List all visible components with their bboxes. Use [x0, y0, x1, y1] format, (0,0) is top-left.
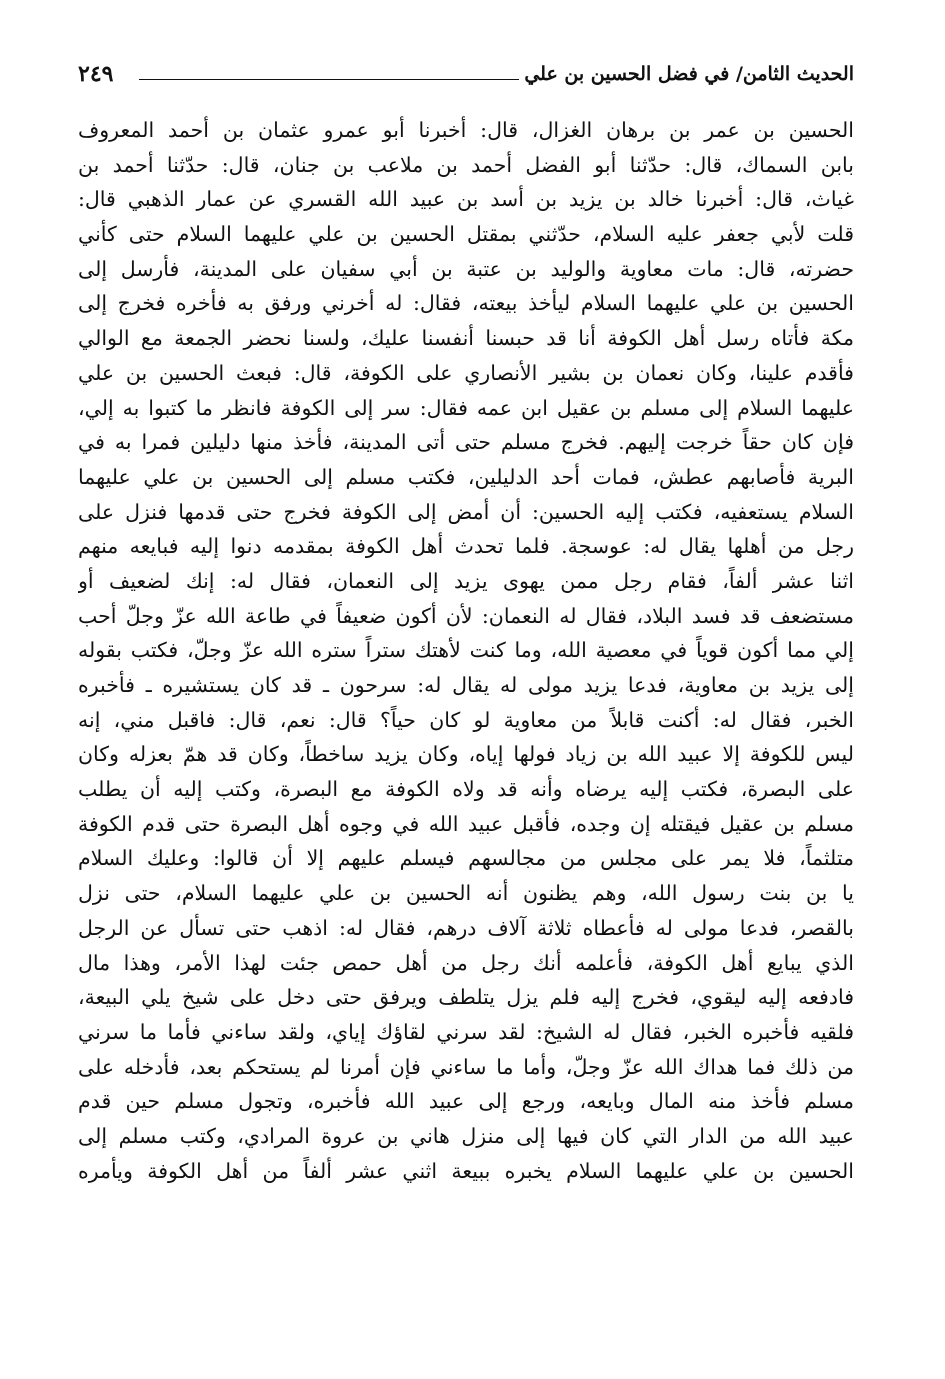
- text-line: يا بن بنت رسول الله، وهم يظنون أنه الحسين بن علي عليهما السلام، حتى نزل: [78, 881, 854, 906]
- page-header: [78, 56, 854, 96]
- text-line: فادفعه إليه ليقوي، فخرج إليه فلم يزل يتلطف ويرفق حتى دخل على شيخ يلي البيعة،: [78, 985, 854, 1010]
- text-line: بالقصر، فدعا مولى له فأعطاه ثلاثة آلاف درهم، فقال له: اذهب حتى تسأل عن الرجل: [78, 915, 854, 940]
- text-line: فلقيه فأخبره الخبر، فقال له الشيخ: لقد سرني لقاؤك إياي، ولقد ساءني فأما ما سرني: [78, 1019, 854, 1044]
- text-line: بابن السماك، قال: حدّثنا أبو الفضل أحمد بن ملاعب بن جنان، قال: حدّثنا أحمد بن: [78, 152, 854, 177]
- text-line: عليهما السلام إلى مسلم بن عقيل ابن عمه فقال: سر إلى الكوفة فانظر ما كتبوا به إلي،: [78, 395, 854, 420]
- text-line: مسلم فأخذ منه المال وبايعه، ورجع إلى عبيد الله فأخبره، وتجول مسلم حين قدم: [78, 1089, 854, 1114]
- text-line: اثنا عشر ألفاً، فقام رجل ممن يهوى يزيد إلى النعمان، فقال له: إنك لضعيف أو: [78, 568, 854, 593]
- text-line: من ذلك فما هداك الله عزّ وجلّ، وأما ما ساءني فإن أمرنا لم يستحكم بعد، فأدخله على: [78, 1054, 854, 1079]
- header-rule: [139, 79, 519, 80]
- text-line: مستضعف قد فسد البلاد، فقال له النعمان: لأن أكون ضعيفاً في طاعة الله عزّ وجلّ أحب: [78, 603, 854, 628]
- text-line: الخبر، فقال له: أكنت قابلاً من معاوية لو كان حياً؟ قال: نعم، قال: فاقبل مني، إنه: [78, 707, 854, 732]
- running-title: الحديث الثامن/ في فضل الحسين بن علي: [524, 63, 854, 85]
- text-line: البرية فأصابهم عطش، فمات أحد الدليلين، فكتب مسلم إلى الحسين بن علي عليهما: [78, 464, 854, 489]
- text-line: إلى يزيد بن معاوية، فدعا يزيد مولى له يقال له: سرحون ـ قد كان يستشيره ـ فأخبره: [78, 673, 854, 697]
- text-line: عبيد الله من الدار التي كان فيها إلى منزل هاني بن عروة المرادي، وكتب مسلم إلى: [78, 1123, 854, 1148]
- text-line: ليس للكوفة إلا عبيد الله بن زياد فولها إياه، وكان يزيد ساخطاً، وكان قد همّ بعزله وكان: [78, 742, 854, 767]
- text-line: على البصرة، فكتب إليه يرضاه وأنه قد ولاه الكوفة مع البصرة، وكتب إليه أن يطلب: [78, 777, 854, 802]
- text-line: السلام يستعفيه، فكتب إليه الحسين: أن أمض إلى الكوفة فخرج حتى قدمها فنزل على: [78, 499, 854, 524]
- text-line: مكة فأتاه رسل أهل الكوفة أنا قد حبسنا أنفسنا عليك، ولسنا نحضر الجمعة مع الوالي: [78, 326, 854, 351]
- text-line: قلت لأبي جعفر عليه السلام، حدّثني بمقتل الحسين بن علي عليهما السلام حتى كأني: [78, 222, 854, 247]
- text-line: فإن كان حقاً خرجت إليهم. فخرج مسلم حتى أتى المدينة، فأخذ منها دليلين فمرا به في: [78, 430, 854, 455]
- text-line: الذي يبايع أهل الكوفة، فأعلمه أنك رجل من أهل حمص جئت لهذا الأمر، وهذا مال: [78, 950, 854, 975]
- text-line: غياث، قال: أخبرنا خالد بن يزيد بن أسد بن عبيد الله القسري عن عمار الذهبي قال:: [78, 187, 854, 212]
- text-line: إلي مما أكون قوياً في معصية الله، وما كنت لأهتك ستراً ستره الله عزّ وجلّ، فكتب بقوله: [78, 638, 854, 663]
- text-line: الحسين بن عمر بن برهان الغزال، قال: أخبرنا أبو عمرو عثمان بن أحمد المعروف: [78, 118, 854, 142]
- page-number: ٢٤٩: [78, 61, 114, 87]
- text-line: فأقدم علينا، وكان نعمان بن بشير الأنصاري على الكوفة، قال: فبعث الحسين بن علي: [78, 360, 854, 385]
- text-line: مسلم بن عقيل فيقتله إن وجده، فأقبل عبيد الله في وجوه أهل البصرة حتى قدم الكوفة: [78, 811, 854, 836]
- text-line: متلثماً، فلا يمر على مجلس من مجالسهم فيسلم عليهم إلا أن قالوا: وعليك السلام: [78, 846, 854, 871]
- text-line: الحسين بن علي عليهما السلام يخبره ببيعة اثني عشر ألفاً من أهل الكوفة ويأمره: [78, 1158, 854, 1183]
- body-text: [78, 113, 854, 1188]
- text-line: الحسين بن علي عليهما السلام ليأخذ بيعته، فقال: له أخرني ورفق به فأخره فخرج إلى: [78, 291, 854, 316]
- text-line: رجل من أهلها يقال له: عوسجة. فلما تحدث أهل الكوفة بمقدمه دنوا إليه فبايعه منهم: [78, 534, 854, 559]
- text-line: حضرته، قال: مات معاوية والوليد بن عتبة بن أبي سفيان على المدينة، فأرسل إلى: [78, 256, 854, 281]
